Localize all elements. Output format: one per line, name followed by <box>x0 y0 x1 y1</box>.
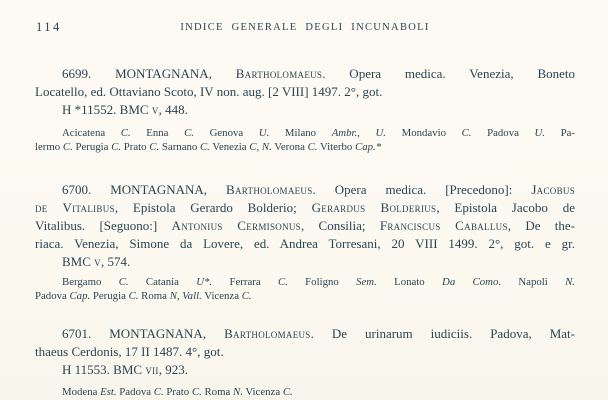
library-sigla: Cap.* <box>355 140 382 153</box>
library-sigla: U. <box>258 127 270 139</box>
refs-line <box>35 253 575 271</box>
library-sigla: C. <box>461 127 472 139</box>
city-name: Modena <box>62 386 101 398</box>
heading-line <box>35 217 575 235</box>
city-name: lermo <box>35 140 63 153</box>
library-sigla: C, N. <box>249 140 272 153</box>
city-name: Pa- <box>545 127 575 139</box>
city-name: Verona <box>271 140 308 153</box>
library-sigla: C. <box>120 127 131 139</box>
library-sigla: Est. <box>100 386 117 398</box>
text-run: BMC <box>62 254 95 269</box>
text-run: 6701. MONTAGNANA, <box>62 326 225 341</box>
library-sigla: C. <box>153 386 164 398</box>
city-name: Padova <box>35 289 70 302</box>
text-run: 6700. MONTAGNANA, <box>62 182 226 197</box>
heading-line <box>35 199 575 217</box>
library-sigla: N. <box>565 276 575 288</box>
locations-block <box>35 276 575 303</box>
text-run: H 11553. BMC <box>62 362 146 377</box>
city-name: Genova <box>193 127 259 139</box>
city-name: Foligno <box>287 276 357 288</box>
entry-6699 <box>35 65 575 154</box>
text-run: . Opera medica. Venezia, Boneto <box>322 66 575 81</box>
text-run: Locatello, ed. Ottaviano Scoto, IV non. aug. [2 VIII] 1497. 2°, got. <box>35 84 383 99</box>
refs-line <box>35 361 575 379</box>
text-run: thaeus Cerdonis, 17 II 1487. 4°, got. <box>35 344 224 359</box>
library-sigla: N, Vall. <box>169 289 202 302</box>
locations-block <box>35 386 575 400</box>
library-sigla: C. <box>62 140 73 153</box>
library-sigla: C. <box>282 386 293 398</box>
library-sigla: U. <box>534 127 545 139</box>
city-name: Vicenza <box>201 289 242 302</box>
library-sigla: C. <box>184 127 194 139</box>
library-sigla: C. <box>111 140 122 153</box>
city-name: Roma <box>138 289 170 302</box>
city-name: Roma <box>201 386 233 398</box>
city-name: Milano <box>269 127 332 139</box>
city-name: Acicatena <box>62 127 121 139</box>
city-name: Sarnano <box>159 140 200 153</box>
locations-line <box>35 141 575 155</box>
city-name: Lonato <box>376 276 443 288</box>
heading-line <box>35 83 575 101</box>
author-smallcaps: Bartholomaeus <box>235 66 323 81</box>
city-name: Ferrara <box>212 276 278 288</box>
locations-line <box>35 386 575 400</box>
library-sigla: C. <box>128 289 139 302</box>
page-number: 114 <box>36 20 62 34</box>
text-run: , Epistola Jacobo de <box>436 200 575 215</box>
city-name: Padova <box>471 127 535 139</box>
library-sigla: U*. <box>196 276 213 288</box>
library-sigla: Sem. <box>356 276 377 288</box>
text-run: , 923. <box>158 362 188 377</box>
city-name: Napoli <box>501 276 566 288</box>
library-sigla: C. <box>307 140 318 153</box>
roman-numeral-smallcaps: v <box>151 102 159 117</box>
locations-block <box>35 127 575 154</box>
heading-line <box>35 65 575 83</box>
city-name: Viterbo <box>317 140 356 153</box>
text-run: , 448. <box>158 102 188 117</box>
library-sigla: C. <box>199 140 210 153</box>
city-name: Catania <box>128 276 197 288</box>
city-name: Venezia <box>209 140 250 153</box>
heading-line <box>35 181 575 199</box>
author-smallcaps: Jacobus <box>531 182 575 197</box>
text-run: 6699. MONTAGNANA, <box>62 66 236 81</box>
author-smallcaps: Bartholomaeus <box>224 326 311 341</box>
roman-numeral-smallcaps: v <box>94 254 101 269</box>
running-head <box>35 20 575 33</box>
locations-line <box>35 290 575 304</box>
city-name: Mondavio <box>385 127 462 139</box>
city-name: Perugia <box>90 289 129 302</box>
text-run: H *11552. BMC <box>62 102 152 117</box>
heading-line <box>35 235 575 253</box>
library-sigla: C. <box>118 276 129 288</box>
text-run: , 574. <box>100 254 131 269</box>
library-sigla: Da Como. <box>442 276 502 288</box>
library-sigla: N. <box>233 386 243 398</box>
city-name: Vicenza <box>242 386 283 398</box>
author-smallcaps: Franciscus Caballus <box>379 218 508 233</box>
author-smallcaps: Bartholomaeus <box>226 182 313 197</box>
text-run: , De the- <box>507 218 576 233</box>
library-sigla: C. <box>149 140 160 153</box>
locations-line <box>35 127 575 141</box>
text-run: , Epistola Gerardo Bolderio; <box>114 200 312 215</box>
city-name: Prato <box>163 386 192 398</box>
running-title: INDICE GENERALE DEGLI INCUNABOLI <box>180 22 430 33</box>
library-sigla: Ambr., U. <box>331 127 386 139</box>
author-smallcaps: Antonius Cermisonus <box>171 218 301 233</box>
roman-numeral-smallcaps: vii <box>145 362 159 377</box>
text-run: riaca. Venezia, Simone da Lovere, ed. Andrea Torresani, 20 VIII 1499. 2°, got. e gr. <box>35 236 575 251</box>
author-smallcaps: de Vitalibus <box>35 200 115 215</box>
refs-line <box>35 101 575 119</box>
library-sigla: Cap. <box>69 289 91 302</box>
entry-6700 <box>35 181 575 303</box>
library-sigla: C. <box>191 386 202 398</box>
text-run: . De urinarum iudiciis. Padova, Mat- <box>310 326 575 341</box>
city-name: Perugia <box>72 140 112 153</box>
locations-line <box>35 276 575 290</box>
library-sigla: C. <box>241 289 252 302</box>
city-name: Prato <box>121 140 150 153</box>
city-name: Enna <box>130 127 185 139</box>
text-run: , Consilia; <box>300 218 380 233</box>
heading-line <box>35 343 575 361</box>
text-run: Vitalibus. [Seguono:] <box>35 218 172 233</box>
text-run: . Opera medica. [Precedono]: <box>312 182 532 197</box>
city-name: Padova <box>116 386 154 398</box>
city-name: Bergamo <box>62 276 119 288</box>
author-smallcaps: Gerardus Bolderius <box>311 200 437 215</box>
library-sigla: C. <box>277 276 288 288</box>
entry-6701 <box>35 325 575 400</box>
heading-line <box>35 325 575 343</box>
